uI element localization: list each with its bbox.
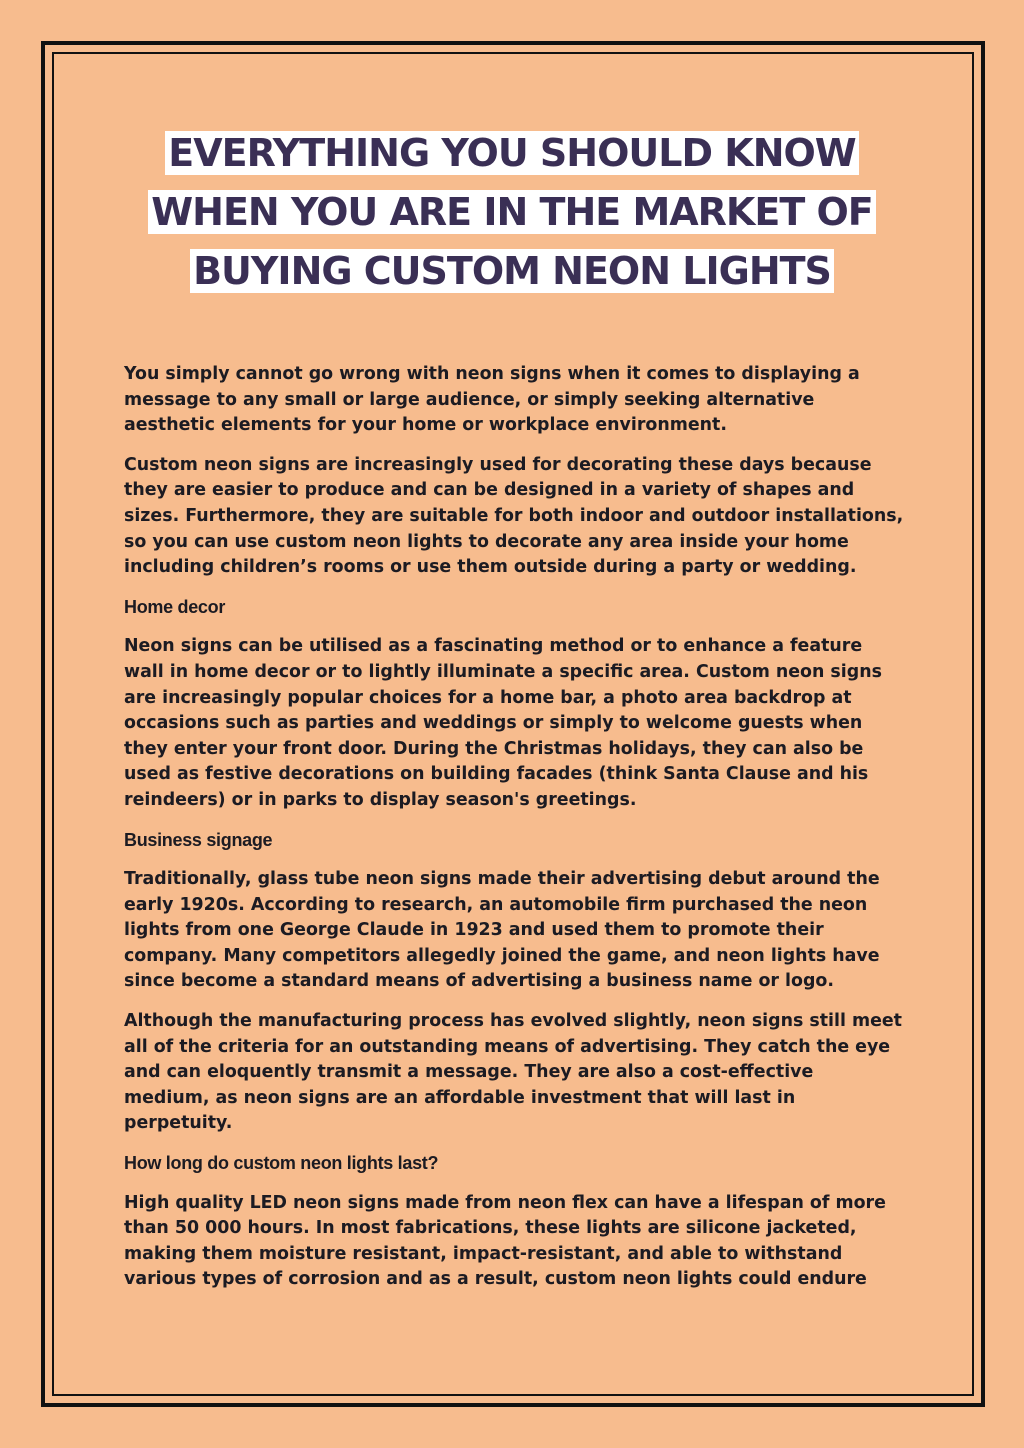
home-decor-paragraph: Neon signs can be utilised as a fascinating method or to enhance a feature wall in home decor or to lightly illuminate a specific area. Custom neon signs are increasingly popular choices for a home bar, a photo area backdrop at occasions such as parties and weddings or simply to welcome guests when they enter your front door. During the Christmas holidays, they can also be used as festive decorations on building facades (think Santa Clause and his reindeers) or in parks to display season's greetings. [124,636,882,810]
document-title [120,124,904,301]
lifespan-paragraph: High quality LED neon signs made from neon flex can have a lifespan of more than 50 000 hours. In most fabrications, these lights are silicone jacketed, making them moisture resistant, impact-resistant, and able to withstand various types of corrosion and as a result, custom neon lights could endure [124,1192,886,1290]
document-title-text: EVERYTHING YOU SHOULD KNOW WHEN YOU ARE IN THE MARKET OF BUYING CUSTOM NEON LIGHTS [148,131,876,293]
intro-paragraph-1: You simply cannot go wrong with neon signs when it comes to displaying a message to any small or large audience, or simply seeking alternative aesthetic elements for your home or workplace environment. [124,364,860,436]
section-heading-lifespan: How long do custom neon lights last? [124,1153,439,1174]
section-heading-business-signage: Business signage [124,829,273,850]
section-heading-home-decor: Home decor [124,596,226,617]
document-body [124,362,904,1307]
intro-paragraph-2: Custom neon signs are increasingly used for decorating these days because they are easier to produce and can be designed in a variety of shapes and sizes. Furthermore, they are suitable for both indoor and outdoor installations, so you can use custom neon lights to decorate any area inside your home including children’s rooms or use them outside during a party or wedding. [124,454,904,578]
business-signage-paragraph-1: Traditionally, glass tube neon signs made their advertising debut around the early 1920s. According to research, an automobile firm purchased the neon lights from one George Claude in 1923 and used them to promote their company. Many competitors allegedly joined the game, and neon lights have since become a standard means of advertising a business name or logo. [124,869,880,992]
business-signage-paragraph-2: Although the manufacturing process has evolved slightly, neon signs still meet all of the criteria for an outstanding means of advertising. They catch the eye and can eloquently transmit a message. They are also a cost-effective medium, as neon signs are an affordable investment that will last in perpetuity. [124,1011,902,1134]
